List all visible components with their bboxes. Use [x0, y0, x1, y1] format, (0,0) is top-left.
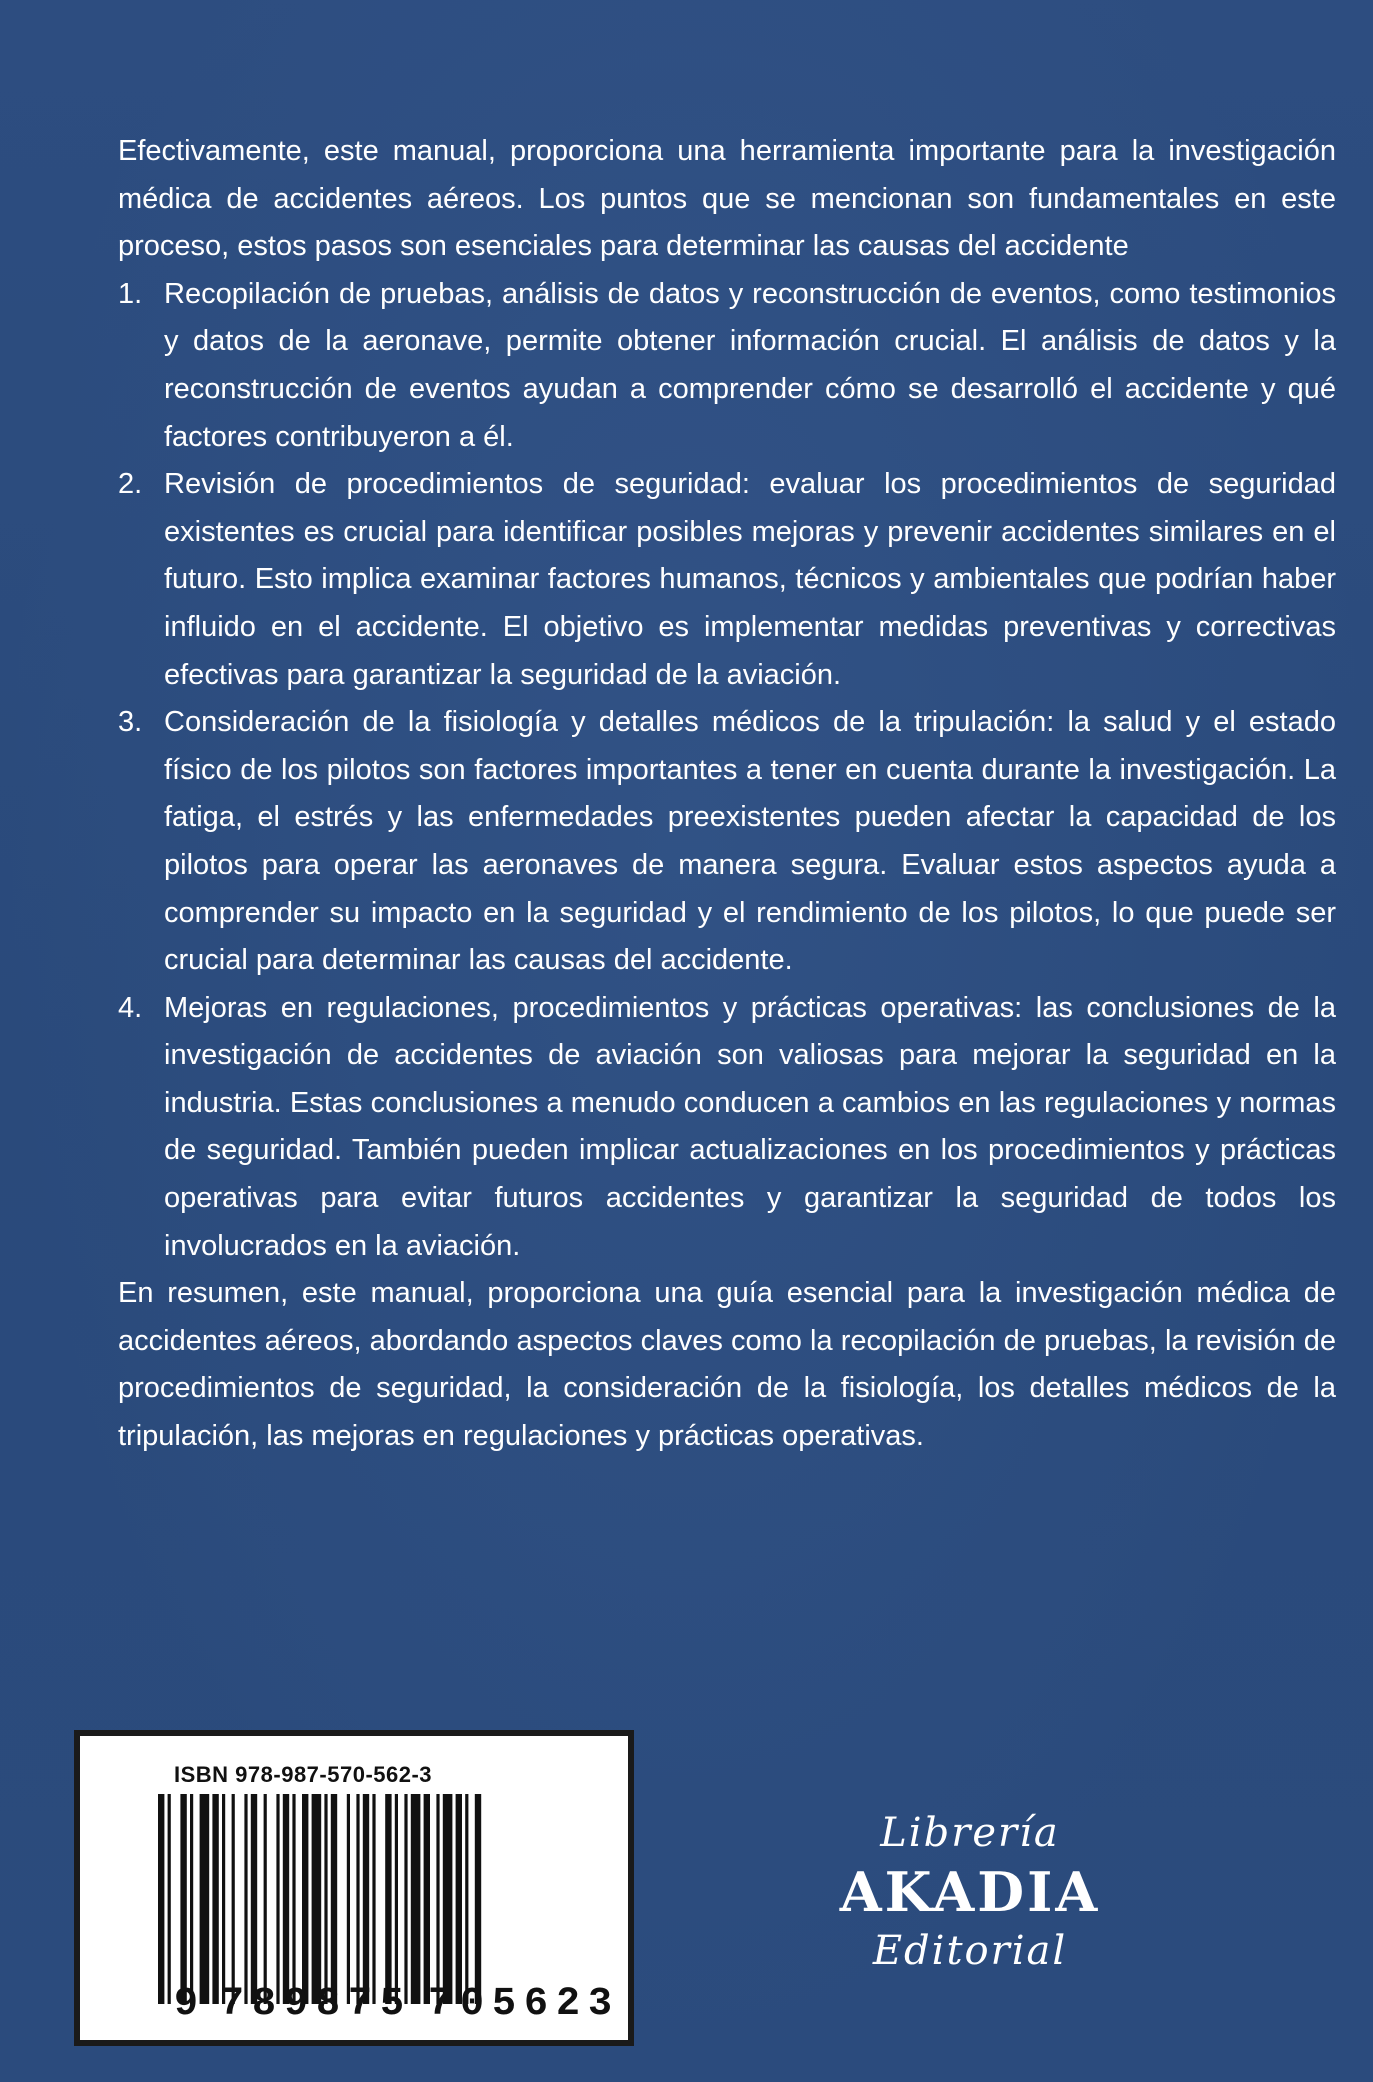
barcode-bar — [212, 1794, 218, 2004]
publisher-line-1: Librería — [880, 1810, 1060, 1856]
list-item-text: Recopilación de pruebas, análisis de datos y reconstrucción de eventos, como testimonios y datos de la aeronave, permite obtener información crucial. El análisis de datos y la reconstrucción de eventos ayudan a comprender cómo se desarrolló el accidente y qué factores contribuyeron a él. — [164, 277, 1336, 453]
key-points-list — [118, 271, 1336, 1270]
barcode-bar — [475, 1794, 481, 2004]
intro-paragraph: Efectivamente, este manual, proporciona una herramienta importante para la investigación médica de accidentes aéreos. Los puntos que se mencionan son fundamentales en este proceso, estos pasos son esenciales para determinar las causas del accidente — [118, 135, 1336, 263]
isbn-label: ISBN 978-987-570-562-3 — [174, 1762, 433, 1787]
barcode-bar — [347, 1794, 350, 2004]
barcode-digit-lead: 9 — [174, 1982, 199, 2027]
barcode-bar — [395, 1794, 398, 2004]
barcode-bar — [180, 1794, 186, 2004]
barcode-bar — [385, 1794, 391, 2004]
barcode-bar — [244, 1794, 247, 2004]
barcode-bar — [443, 1794, 453, 2004]
barcode-bar — [264, 1794, 267, 2004]
list-item-text: Revisión de procedimientos de seguridad: evaluar los procedimientos de seguridad existentes es crucial para identificar posibles mejoras y prevenir accidentes similares en el futuro. Esto implica examinar factores humanos, técnicos y ambientales que podrían haber influido en el accidente. El objetivo es implementar medidas preventivas y correctivas efectivas para garantizar la seguridad de la aviación. — [164, 468, 1336, 691]
list-item — [118, 985, 1336, 1271]
publisher-line-3: Editorial — [872, 1928, 1068, 1974]
barcode-bar — [356, 1794, 359, 2004]
list-item-text: Consideración de la fisiología y detalles médicos de la tripulación: la salud y el estado físico de los pilotos son factores importantes a tener en cuenta durante la investigación. La fatiga, el estrés y las enfermedades preexistentes pueden afectar la capacidad de los pilotos para operar las aeronaves de manera segura. Evaluar estos aspectos ayuda a comprender su impacto en la seguridad y el rendimiento de los pilotos, lo que puede ser crucial para determinar las causas del accidente. — [164, 706, 1336, 977]
publisher-name: AKADIA — [839, 1860, 1101, 1924]
summary-paragraph: En resumen, este manual, proporciona una guía esencial para la investigación médica de accidentes aéreos, abordando aspectos claves como la recopilación de pruebas, la revisión de procedimientos de seguridad, la consideración de la fisiología, los detalles médicos de la tripulación, las mejoras en regulaciones y prácticas operativas. — [118, 1277, 1336, 1453]
barcode-bar — [465, 1794, 468, 2004]
list-item — [118, 699, 1336, 985]
list-item-text: Mejoras en regulaciones, procedimientos y prácticas operativas: las conclusiones de la investigación de accidentes de aviación son valiosas para mejorar la seguridad en la industria. Estas conclusiones a menudo conducen a cambios en las regulaciones y normas de seguridad. También pueden implicar actualizaciones en los procedimientos y prácticas operativas para evitar futuros accidentes y garantizar la seguridad de todos los involucrados en la aviación. — [164, 991, 1336, 1262]
barcode-bar — [283, 1794, 289, 2004]
barcode-bar — [276, 1794, 279, 2004]
barcode-bar — [251, 1794, 257, 2004]
barcode-bar — [456, 1794, 462, 2004]
barcode-bar — [222, 1794, 225, 2004]
barcode-bar — [424, 1794, 430, 2004]
list-item-number: 2. — [118, 468, 143, 501]
list-item — [118, 271, 1336, 461]
list-item-number: 1. — [118, 277, 143, 310]
barcode-bar — [292, 1794, 295, 2004]
barcode-bar — [411, 1794, 421, 2004]
barcode-bar — [372, 1794, 375, 2004]
barcode-bar — [312, 1794, 322, 2004]
isbn-barcode — [74, 1730, 634, 2046]
barcode-bar — [302, 1794, 308, 2004]
list-item — [118, 461, 1336, 699]
publisher-logo — [790, 1805, 1150, 1979]
barcode-bar — [232, 1794, 235, 2004]
barcode-bar — [158, 1794, 164, 2004]
barcode-bar — [190, 1794, 193, 2004]
barcode-bar — [200, 1794, 210, 2004]
barcode-digit-group-right: 705623 — [428, 1982, 621, 2027]
barcode-bar — [331, 1794, 337, 2004]
barcode-digit-group-left: 789875 — [220, 1982, 413, 2027]
barcode-digits — [80, 1982, 628, 2038]
barcode-bar — [324, 1794, 327, 2004]
barcode-bar — [436, 1794, 439, 2004]
barcode-bar — [404, 1794, 407, 2004]
back-cover-text — [118, 128, 1336, 1461]
barcode-bars — [158, 1794, 558, 2004]
list-item-number: 4. — [118, 991, 143, 1024]
barcode-bar — [363, 1794, 369, 2004]
barcode-bar — [168, 1794, 171, 2004]
list-item-number: 3. — [118, 706, 143, 739]
